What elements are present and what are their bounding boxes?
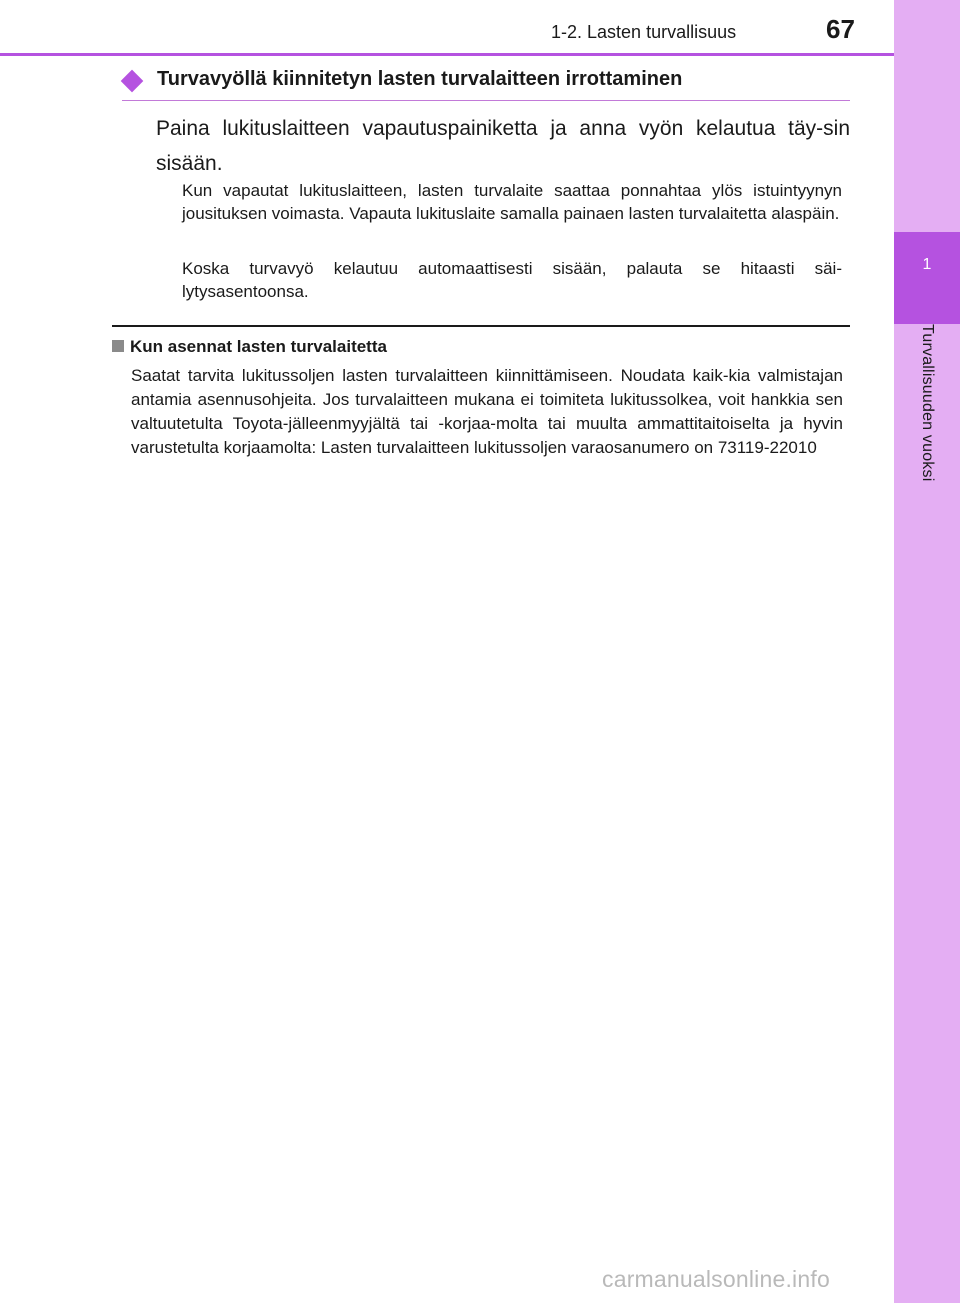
diamond-icon (121, 70, 144, 93)
subsection-title: Kun asennat lasten turvalaitetta (130, 337, 387, 356)
page-number: 67 (826, 14, 855, 44)
subsection-body: Saatat tarvita lukitussoljen lasten turvalaitteen kiinnittämiseen. Noudata kaik-kia valmistajan antamia asennusohjeita. Jos turvalaitteen mukana ei toimiteta lukitussolkea, voit hankkia sen valtuutetulta Toyota-jälleenmyyjältä tai -korjaa-molta tai muulta ammattitaitoiselta ja hyvin varustetulta korjaamolta: Lasten turvalaitteen lukitussoljen varaosanumero on 73119-22010 (131, 366, 843, 457)
chapter-number-block (894, 232, 960, 324)
section-title: Turvavyöllä kiinnitetyn lasten turvalaitteen irrottaminen (157, 68, 683, 90)
header-rule (0, 53, 894, 56)
instruction-text: Paina lukituslaitteen vapautuspainiketta ja anna vyön kelautua täy-sin sisään. (156, 117, 850, 175)
note-paragraph: Kun vapautat lukituslaitteen, lasten turvalaite saattaa ponnahtaa ylös istuintyynyn jousituksen voimasta. Vapauta lukituslaite samalla painaen lasten turvalaitetta alaspäin. (182, 181, 842, 223)
header-section-title: 1-2. Lasten turvallisuus (551, 22, 737, 42)
chapter-side-tab (894, 0, 960, 1303)
note-paragraph: Koska turvavyö kelautuu automaattisesti sisään, palauta se hitaasti säi-lytysasentoonsa. (182, 259, 842, 301)
chapter-title: Turvallisuuden vuoksi (919, 324, 936, 482)
watermark: carmanualsonline.info (602, 1266, 830, 1292)
subsection-heading (112, 337, 387, 357)
square-bullet-icon (112, 340, 124, 352)
chapter-number: 1 (922, 256, 932, 273)
section-heading (122, 66, 850, 101)
section-divider (112, 325, 850, 327)
